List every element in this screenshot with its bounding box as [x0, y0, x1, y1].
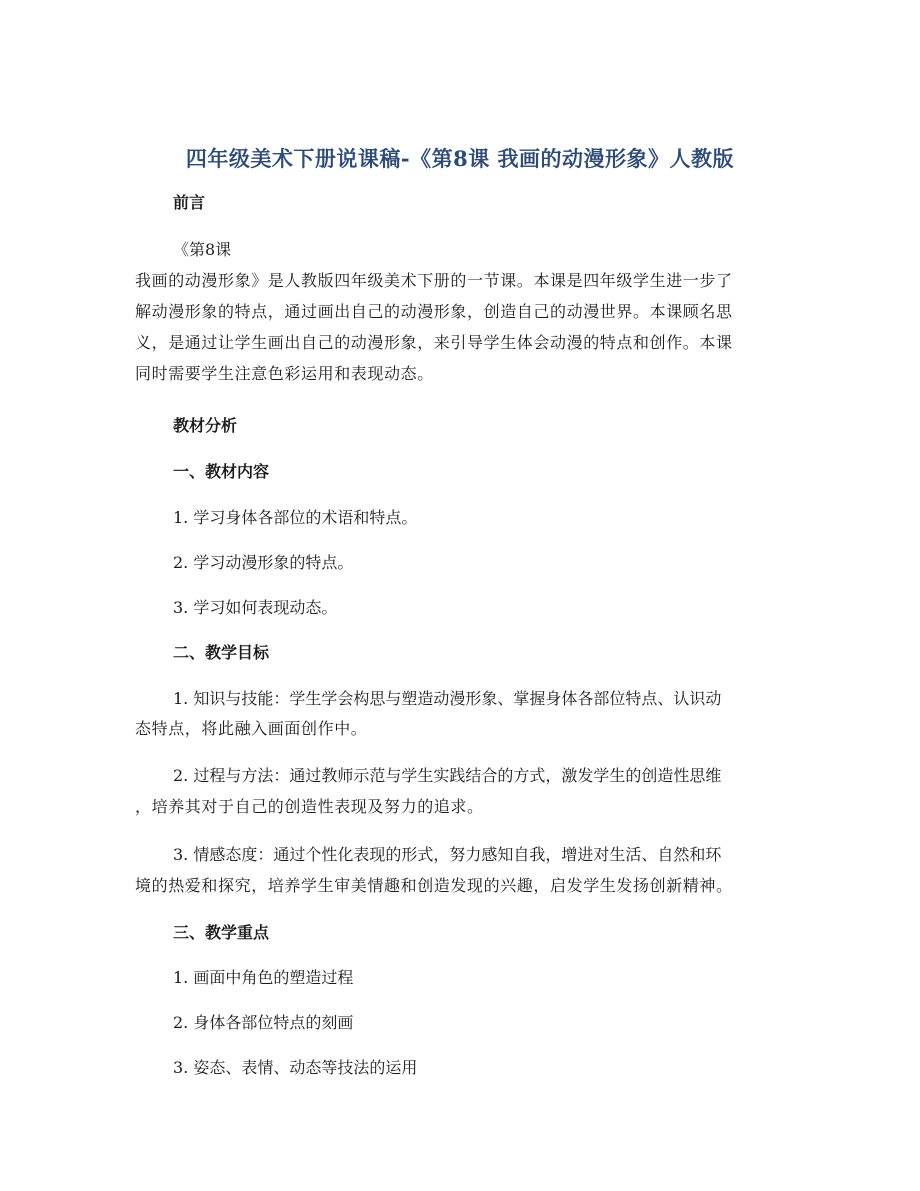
goal-line: 3. 情感态度：通过个性化表现的形式，努力感知自我，增进对生活、自然和环: [173, 845, 722, 864]
preface-line: 解动漫形象的特点，通过画出自己的动漫形象，创造自己的动漫世界。本课顾名思: [135, 302, 733, 321]
content-item: 1. 学习身体各部位的术语和特点。: [173, 508, 418, 527]
document-title: 四年级美术下册说课稿-《第8课 我画的动漫形象》人教版: [185, 146, 735, 171]
goals-heading: 二、教学目标: [173, 643, 270, 662]
goal-line: 境的热爱和探究，培养学生审美情趣和创造发现的兴趣，启发学生发扬创新精神。: [135, 876, 733, 895]
goal-line: 态特点，将此融入画面创作中。: [135, 719, 368, 738]
preface-heading: 前言: [173, 193, 206, 212]
content-item: 3. 学习如何表现动态。: [173, 598, 338, 617]
goal-line: 1. 知识与技能：学生学会构思与塑造动漫形象、掌握身体各部位特点、认识动: [173, 689, 722, 708]
key-point-item: 1. 画面中角色的塑造过程: [173, 968, 354, 987]
key-point-item: 3. 姿态、表情、动态等技法的运用: [173, 1058, 418, 1077]
preface-first-line: 《第8课: [173, 240, 232, 259]
goal-line: ，培养其对于自己的创造性表现及努力的追求。: [135, 797, 484, 816]
preface-line: 义，是通过让学生画出自己的动漫形象，来引导学生体会动漫的特点和创作。本课: [135, 333, 733, 352]
content-item: 2. 学习动漫形象的特点。: [173, 553, 354, 572]
key-point-item: 2. 身体各部位特点的刻画: [173, 1013, 354, 1032]
preface-line: 同时需要学生注意色彩运用和表现动态。: [135, 364, 434, 383]
analysis-heading: 教材分析: [173, 416, 238, 435]
content-heading: 一、教材内容: [173, 462, 270, 481]
preface-line: 我画的动漫形象》是人教版四年级美术下册的一节课。本课是四年级学生进一步了: [135, 271, 733, 290]
key-points-heading: 三、教学重点: [173, 923, 270, 942]
goal-line: 2. 过程与方法：通过教师示范与学生实践结合的方式，激发学生的创造性思维: [173, 766, 722, 785]
